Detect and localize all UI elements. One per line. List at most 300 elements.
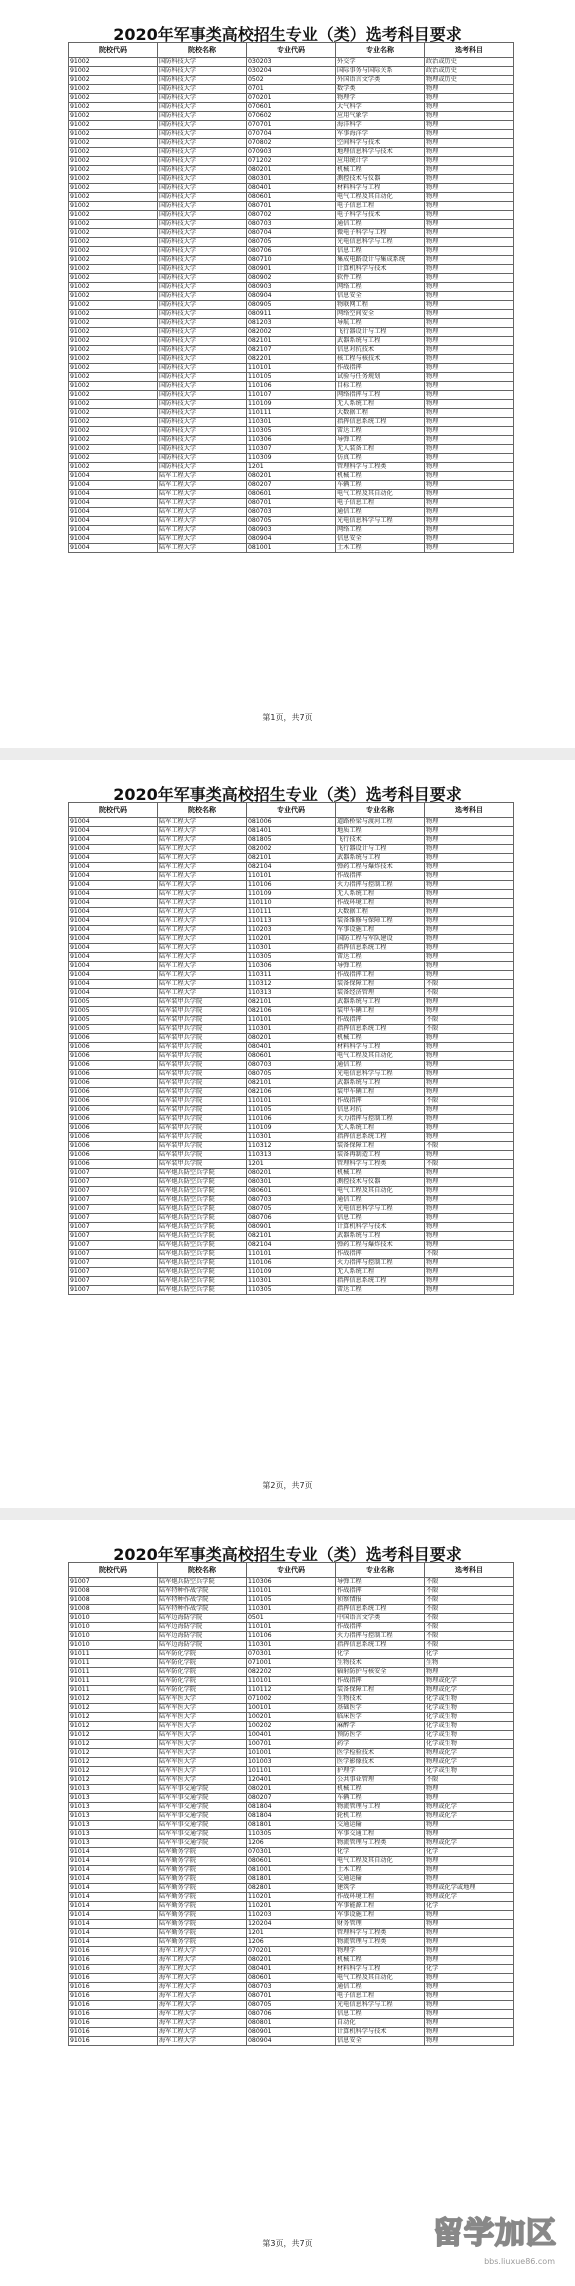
table-cell: 91002: [69, 256, 158, 265]
table-row: [69, 202, 514, 211]
table-cell: 陆军军医大学: [158, 1731, 247, 1740]
table-row: [69, 2019, 514, 2028]
table-cell: 080903: [247, 526, 336, 535]
table-cell: 080706: [247, 247, 336, 256]
table-cell: 国防科技大学: [158, 454, 247, 463]
table-cell: 陆军军医大学: [158, 1740, 247, 1749]
table-cell: 物理: [425, 1866, 514, 1875]
table-cell: 91012: [69, 1695, 158, 1704]
table-row: [69, 1106, 514, 1115]
table-cell: 91007: [69, 1187, 158, 1196]
table-cell: 物理: [425, 1232, 514, 1241]
table-cell: 指挥信息系统工程: [336, 1605, 425, 1614]
table-cell: 化学或生物: [425, 1695, 514, 1704]
table-cell: 国防科技大学: [158, 427, 247, 436]
table-cell: 101003: [247, 1758, 336, 1767]
table-cell: 不限: [425, 1097, 514, 1106]
table-cell: 陆军工程大学: [158, 472, 247, 481]
table-cell: 陆军装甲兵学院: [158, 1124, 247, 1133]
table-cell: 物理: [425, 355, 514, 364]
table-cell: 110111: [247, 409, 336, 418]
table-cell: 110305: [247, 1830, 336, 1839]
table-cell: 物理: [425, 301, 514, 310]
table-cell: 军事交通工程: [336, 1830, 425, 1839]
table-row: [69, 490, 514, 499]
table-cell: 物理: [425, 863, 514, 872]
table-cell: 91002: [69, 148, 158, 157]
table-cell: 电气工程及其自动化: [336, 1974, 425, 1983]
table-cell: 081804: [247, 1812, 336, 1821]
table-cell: 作战指挥: [336, 1250, 425, 1259]
table-cell: 110106: [247, 1115, 336, 1124]
table-cell: 光电信息科学与工程: [336, 238, 425, 247]
table-row: [69, 1286, 514, 1295]
table-cell: 物理或化学: [425, 1749, 514, 1758]
table-cell: 物理: [425, 292, 514, 301]
table-cell: 无人系统工程: [336, 1124, 425, 1133]
table-cell: 指挥信息系统工程: [336, 1641, 425, 1650]
table-cell: 91002: [69, 301, 158, 310]
table-row: [69, 193, 514, 202]
table-cell: 国防科技大学: [158, 238, 247, 247]
table-cell: 91006: [69, 1115, 158, 1124]
table-cell: 91002: [69, 229, 158, 238]
table-cell: 无人装备工程: [336, 445, 425, 454]
table-cell: 网络工程: [336, 526, 425, 535]
table-cell: 地理信息科学与技术: [336, 148, 425, 157]
table-row: [69, 1623, 514, 1632]
table-cell: 国防科技大学: [158, 157, 247, 166]
table-cell: 陆军装甲兵学院: [158, 1151, 247, 1160]
table-cell: 陆军勤务学院: [158, 1848, 247, 1857]
table-cell: 91007: [69, 1205, 158, 1214]
table-cell: 物理: [425, 953, 514, 962]
table-row: [69, 373, 514, 382]
table-cell: 080301: [247, 175, 336, 184]
table-cell: 080705: [247, 517, 336, 526]
column-header: 专业代码: [247, 43, 336, 58]
table-cell: 陆军装甲兵学院: [158, 998, 247, 1007]
table-cell: 91002: [69, 328, 158, 337]
table-cell: 陆军工程大学: [158, 517, 247, 526]
table-cell: 国际事务与国际关系: [336, 67, 425, 76]
table-cell: 91012: [69, 1749, 158, 1758]
table-cell: 海军工程大学: [158, 1956, 247, 1965]
table-row: [69, 944, 514, 953]
table-cell: 0501: [247, 1614, 336, 1623]
table-cell: 物理: [425, 1115, 514, 1124]
table-row: [69, 1695, 514, 1704]
table-row: [69, 472, 514, 481]
table-cell: 110312: [247, 980, 336, 989]
table-row: [69, 157, 514, 166]
table-row: [69, 1596, 514, 1605]
table-cell: 陆军军医大学: [158, 1704, 247, 1713]
table-row: [69, 1178, 514, 1187]
table-cell: 机械工程: [336, 472, 425, 481]
table-row: [69, 292, 514, 301]
table-cell: 110105: [247, 373, 336, 382]
table-cell: 陆军炮兵防空兵学院: [158, 1286, 247, 1295]
table-cell: 91004: [69, 944, 158, 953]
table-cell: 陆军军事交通学院: [158, 1839, 247, 1848]
table-row: [69, 1749, 514, 1758]
table-cell: 光电信息科学与工程: [336, 1205, 425, 1214]
table-row: [69, 283, 514, 292]
table-cell: 电气工程及其自动化: [336, 1187, 425, 1196]
table-cell: 麻醉学: [336, 1722, 425, 1731]
table-cell: 火力指挥与控制工程: [336, 1115, 425, 1124]
table-row: [69, 535, 514, 544]
table-row: [69, 1929, 514, 1938]
table-cell: 大气科学: [336, 103, 425, 112]
table-cell: 火力指挥与控制工程: [336, 1259, 425, 1268]
table-cell: 物理: [425, 499, 514, 508]
table-row: [69, 1632, 514, 1641]
table-cell: 不限: [425, 980, 514, 989]
table-cell: 080705: [247, 1070, 336, 1079]
table-cell: 110101: [247, 1250, 336, 1259]
table-cell: 91008: [69, 1596, 158, 1605]
table-cell: 物理: [425, 211, 514, 220]
table-cell: 110106: [247, 1632, 336, 1641]
table-cell: 物理: [425, 373, 514, 382]
table-row: [69, 319, 514, 328]
table-cell: 110105: [247, 1596, 336, 1605]
table-cell: 91002: [69, 121, 158, 130]
table-cell: 陆军军事交通学院: [158, 1794, 247, 1803]
table-cell: 91006: [69, 1079, 158, 1088]
table-cell: 110111: [247, 908, 336, 917]
table-cell: 91007: [69, 1169, 158, 1178]
table-cell: 陆军工程大学: [158, 971, 247, 980]
table-cell: 91002: [69, 283, 158, 292]
table-cell: 陆军炮兵防空兵学院: [158, 1196, 247, 1205]
table-cell: 101001: [247, 1749, 336, 1758]
table-row: [69, 1911, 514, 1920]
table-row: [69, 229, 514, 238]
table-cell: 110305: [247, 1286, 336, 1295]
table-cell: 通信工程: [336, 508, 425, 517]
table-cell: 080207: [247, 1794, 336, 1803]
table-cell: 国防科技大学: [158, 391, 247, 400]
table-cell: 91014: [69, 1911, 158, 1920]
table-cell: 物理: [425, 256, 514, 265]
table-cell: 110101: [247, 1016, 336, 1025]
table-cell: 91013: [69, 1812, 158, 1821]
table-row: [69, 301, 514, 310]
table-row: [69, 1803, 514, 1812]
page-title: 2020年军事类高校招生专业（类）选考科目要求: [113, 785, 462, 804]
table-cell: 110301: [247, 1133, 336, 1142]
table-cell: 护理学: [336, 1767, 425, 1776]
table-cell: 物理学: [336, 1947, 425, 1956]
table-cell: 不限: [425, 1250, 514, 1259]
table-row: [69, 980, 514, 989]
table-cell: 物理: [425, 1178, 514, 1187]
table-cell: 作战指挥: [336, 1623, 425, 1632]
table-cell: 电子信息工程: [336, 499, 425, 508]
table-cell: 无人系统工程: [336, 890, 425, 899]
table-cell: 91005: [69, 1025, 158, 1034]
table-cell: 110106: [247, 382, 336, 391]
table-cell: 91016: [69, 2028, 158, 2037]
table-cell: 武器系统与工程: [336, 854, 425, 863]
table-row: [69, 1160, 514, 1169]
table-cell: 作战指挥: [336, 1016, 425, 1025]
table-cell: 91011: [69, 1659, 158, 1668]
table-cell: 082101: [247, 854, 336, 863]
requirements-table: [68, 42, 514, 553]
table-row: [69, 1839, 514, 1848]
table-cell: 通信工程: [336, 1196, 425, 1205]
table-cell: 91012: [69, 1722, 158, 1731]
table-cell: 91013: [69, 1785, 158, 1794]
table-row: [69, 881, 514, 890]
table-cell: 91012: [69, 1704, 158, 1713]
table-cell: 国防科技大学: [158, 58, 247, 67]
table-cell: 陆军工程大学: [158, 908, 247, 917]
table-cell: 91002: [69, 427, 158, 436]
table-cell: 陆军工程大学: [158, 481, 247, 490]
table-cell: 陆军装甲兵学院: [158, 1052, 247, 1061]
table-cell: 080705: [247, 2001, 336, 2010]
table-cell: 大数据工程: [336, 908, 425, 917]
table-cell: 化学: [336, 1650, 425, 1659]
table-row: [69, 1767, 514, 1776]
table-cell: 陆军勤务学院: [158, 1929, 247, 1938]
table-cell: 国防科技大学: [158, 373, 247, 382]
table-cell: 91006: [69, 1160, 158, 1169]
table-cell: 国防科技大学: [158, 211, 247, 220]
table-row: [69, 1965, 514, 1974]
table-cell: 通信工程: [336, 220, 425, 229]
column-header: 院校名称: [158, 803, 247, 818]
table-cell: 91002: [69, 211, 158, 220]
table-cell: 91012: [69, 1713, 158, 1722]
table-row: [69, 1016, 514, 1025]
table-row: [69, 508, 514, 517]
table-row: [69, 1241, 514, 1250]
table-row: [69, 1007, 514, 1016]
table-row: [69, 926, 514, 935]
table-cell: 080601: [247, 1052, 336, 1061]
table-cell: 军事设施工程: [336, 1911, 425, 1920]
table-row: [69, 355, 514, 364]
table-cell: 91002: [69, 103, 158, 112]
table-cell: 91002: [69, 130, 158, 139]
table-cell: 91004: [69, 490, 158, 499]
table-cell: 陆军勤务学院: [158, 1893, 247, 1902]
table-cell: 91002: [69, 346, 158, 355]
table-cell: 陆军装甲兵学院: [158, 1160, 247, 1169]
table-cell: 材料科学与工程: [336, 184, 425, 193]
table-cell: 080701: [247, 1992, 336, 2001]
table-cell: 物理: [425, 962, 514, 971]
table-cell: 陆军防化学院: [158, 1650, 247, 1659]
table-cell: 军事海洋学: [336, 130, 425, 139]
table-cell: 082107: [247, 346, 336, 355]
table-cell: 光电信息科学与工程: [336, 1070, 425, 1079]
table-cell: 车辆工程: [336, 481, 425, 490]
page-footer: 第3页，共7页: [262, 2239, 313, 2248]
table-cell: 陆军工程大学: [158, 827, 247, 836]
table-cell: 陆军装甲兵学院: [158, 1007, 247, 1016]
table-row: [69, 1034, 514, 1043]
table-cell: 070201: [247, 1947, 336, 1956]
table-cell: 91007: [69, 1241, 158, 1250]
table-cell: 陆军军医大学: [158, 1758, 247, 1767]
table-cell: 国防科技大学: [158, 400, 247, 409]
table-row: [69, 1169, 514, 1178]
table-cell: 陆军特种作战学院: [158, 1587, 247, 1596]
table-cell: 陆军炮兵防空兵学院: [158, 1241, 247, 1250]
table-cell: 080911: [247, 310, 336, 319]
table-cell: 国防科技大学: [158, 346, 247, 355]
table-cell: 陆军装甲兵学院: [158, 1061, 247, 1070]
table-row: [69, 1866, 514, 1875]
table-row: [69, 499, 514, 508]
table-cell: 陆军装甲兵学院: [158, 1115, 247, 1124]
table-row: [69, 1947, 514, 1956]
table-cell: 110301: [247, 944, 336, 953]
table-cell: 082201: [247, 355, 336, 364]
table-cell: 装备保障工程: [336, 980, 425, 989]
table-cell: 信息工程: [336, 2010, 425, 2019]
table-cell: 化学: [425, 1902, 514, 1911]
table-cell: 陆军勤务学院: [158, 1857, 247, 1866]
table-cell: 物理: [425, 2019, 514, 2028]
table-cell: 陆军装甲兵学院: [158, 1043, 247, 1052]
table-cell: 071002: [247, 1695, 336, 1704]
table-cell: 91002: [69, 85, 158, 94]
table-cell: 国防科技大学: [158, 265, 247, 274]
table-row: [69, 1205, 514, 1214]
table-cell: 国防科技大学: [158, 220, 247, 229]
table-cell: 物理或化学: [425, 1893, 514, 1902]
table-cell: 陆军防化学院: [158, 1686, 247, 1695]
table-cell: 国防科技大学: [158, 292, 247, 301]
table-cell: 080201: [247, 166, 336, 175]
table-cell: 080601: [247, 490, 336, 499]
table-cell: 物理: [425, 1857, 514, 1866]
table-cell: 91002: [69, 337, 158, 346]
table-cell: 91012: [69, 1758, 158, 1767]
table-cell: 陆军勤务学院: [158, 1866, 247, 1875]
table-cell: 国防科技大学: [158, 139, 247, 148]
table-cell: 110106: [247, 881, 336, 890]
table-cell: 信息工程: [336, 247, 425, 256]
table-cell: 飞行器设计与工程: [336, 328, 425, 337]
table-cell: 土木工程: [336, 1866, 425, 1875]
table-cell: 物理: [425, 346, 514, 355]
table-cell: 080903: [247, 283, 336, 292]
table-row: [69, 544, 514, 553]
table-cell: 物理: [425, 319, 514, 328]
table-cell: 陆军勤务学院: [158, 1875, 247, 1884]
table-cell: 080901: [247, 1223, 336, 1232]
table-row: [69, 1196, 514, 1205]
table-cell: 信息安全: [336, 535, 425, 544]
table-cell: 物理: [425, 1133, 514, 1142]
table-cell: 物理: [425, 1106, 514, 1115]
table-cell: 轮机工程: [336, 1812, 425, 1821]
table-cell: 陆军炮兵防空兵学院: [158, 1214, 247, 1223]
table-cell: 082101: [247, 1079, 336, 1088]
table-cell: 91014: [69, 1866, 158, 1875]
table-cell: 国防科技大学: [158, 76, 247, 85]
table-row: [69, 1088, 514, 1097]
table-cell: 91006: [69, 1070, 158, 1079]
table-cell: 91005: [69, 998, 158, 1007]
table-cell: 080601: [247, 193, 336, 202]
table-cell: 物理: [425, 854, 514, 863]
table-cell: 110306: [247, 1578, 336, 1587]
table-cell: 物理或化学: [425, 1758, 514, 1767]
table-cell: 91002: [69, 238, 158, 247]
table-cell: 080905: [247, 301, 336, 310]
table-cell: 电子信息工程: [336, 202, 425, 211]
table-cell: 作战环境工程: [336, 899, 425, 908]
table-cell: 武器系统与工程: [336, 998, 425, 1007]
table-cell: 110101: [247, 1623, 336, 1632]
table-cell: 080601: [247, 1974, 336, 1983]
table-cell: 不限: [425, 989, 514, 998]
table-cell: 080704: [247, 229, 336, 238]
table-cell: 陆军工程大学: [158, 953, 247, 962]
table-cell: 军事能源工程: [336, 1902, 425, 1911]
table-row: [69, 1686, 514, 1695]
table-cell: 91002: [69, 400, 158, 409]
table-cell: 光电信息科学与工程: [336, 517, 425, 526]
table-cell: 物理或历史: [425, 76, 514, 85]
table-cell: 91002: [69, 463, 158, 472]
table-cell: 91006: [69, 1034, 158, 1043]
table-cell: 91014: [69, 1920, 158, 1929]
table-cell: 陆军军事交通学院: [158, 1803, 247, 1812]
table-cell: 通信工程: [336, 1061, 425, 1070]
table-row: [69, 400, 514, 409]
table-cell: 作战指挥: [336, 872, 425, 881]
table-cell: 91004: [69, 472, 158, 481]
table-cell: 080901: [247, 2028, 336, 2037]
table-row: [69, 935, 514, 944]
table-cell: 91007: [69, 1178, 158, 1187]
table-row: [69, 2028, 514, 2037]
table-cell: 91011: [69, 1668, 158, 1677]
table-row: [69, 454, 514, 463]
table-cell: 火力指挥与控制工程: [336, 1632, 425, 1641]
table-row: [69, 364, 514, 373]
table-cell: 国防科技大学: [158, 337, 247, 346]
table-row: [69, 1061, 514, 1070]
table-cell: 雷达工程: [336, 953, 425, 962]
table-cell: 物理: [425, 1875, 514, 1884]
table-cell: 110107: [247, 391, 336, 400]
table-row: [69, 526, 514, 535]
table-cell: 110311: [247, 971, 336, 980]
table-cell: 91010: [69, 1632, 158, 1641]
table-cell: 物理: [425, 175, 514, 184]
table-cell: 陆军军事交通学院: [158, 1830, 247, 1839]
table-cell: 110312: [247, 1142, 336, 1151]
table-cell: 陆军特种作战学院: [158, 1605, 247, 1614]
table-cell: 信息安全: [336, 292, 425, 301]
table-row: [69, 1668, 514, 1677]
table-cell: 91002: [69, 265, 158, 274]
table-row: [69, 1052, 514, 1061]
table-cell: 物理: [425, 827, 514, 836]
